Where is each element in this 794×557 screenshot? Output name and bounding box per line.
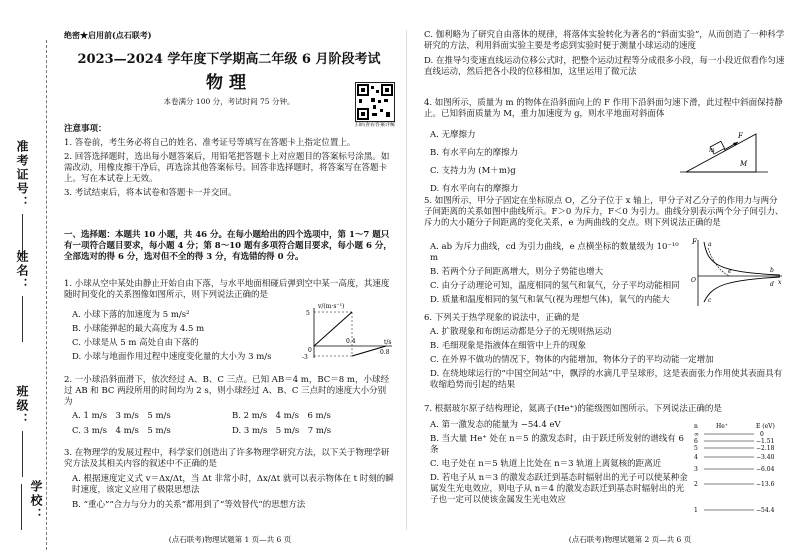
option-d[interactable]: D. 3 m/s 5 m/s 7 m/s xyxy=(232,426,332,436)
graph-ylabel: v/(m·s⁻¹) xyxy=(318,303,345,310)
velocity-time-graph xyxy=(300,302,396,360)
option-d[interactable]: D. 有水平向右的摩擦力 xyxy=(430,184,519,194)
level-row xyxy=(694,431,764,438)
level-row xyxy=(694,466,775,473)
fig-d-label: d xyxy=(770,281,774,288)
fig-a-label: a xyxy=(708,241,712,248)
option-d[interactable]: D. 在推导匀变速直线运动位移公式时，把整个运动过程等分成很多小段，每一小段近似看作匀速直线运动，然后把各小段的位移相加，这里运用了微元法 xyxy=(424,56,785,77)
question-3-options xyxy=(72,474,394,511)
notes-list xyxy=(64,138,394,199)
note-item: 2. 回答选择题时，选出每小题答案后，用铅笔把答题卡上对应题目的答案标号涂黑。如需改动，用橡皮擦干净后，再选涂其他答案标号。回答非选择题时，将答案写在答题卡上。写在本试卷上无效。 xyxy=(64,152,390,184)
option-d[interactable]: D. 在绕地球运行的“中国空间站”中，飘浮的水滴几乎呈球形，这是表面张力作用使其表面具有收缩趋势而引起的结果 xyxy=(430,369,783,390)
graph-y-top: 5 xyxy=(306,310,310,317)
question-2-stem: 2. 一小球沿斜面滑下，依次经过 A、B、C 三点。已知 AB＝4 m，BC＝8 m，小球经过 AB 和 BC 两段所用的时间均为 2 s，则小球经过 A、B、C 三点时的速度大小分别为 xyxy=(64,375,389,407)
graph-origin: 0 xyxy=(308,347,312,354)
question-4-options xyxy=(430,130,650,195)
fig-e-label: e xyxy=(728,268,732,275)
fig-o-label: O xyxy=(691,277,696,284)
svg-text:−2.18: −2.18 xyxy=(756,445,775,452)
svg-text:−1.51: −1.51 xyxy=(756,438,775,445)
footer-left: (点石联考)物理试题第 1 页—共 6 页 xyxy=(168,535,292,544)
option-c[interactable]: C. 电子处在 n＝5 轨道上比处在 n＝3 轨道上离氦核的距离近 xyxy=(430,459,662,469)
question-4-stem: 4. 如图所示，质量为 m 的物体在沿斜面向上的 F 作用下沿斜面匀速下滑，此过程中斜面保持静止。已知斜面质量为 M，重力加速度为 g，则水平地面对斜面体 xyxy=(424,98,783,119)
qr-code-icon[interactable] xyxy=(355,82,395,122)
binding-sidebar xyxy=(0,0,60,557)
option-d[interactable]: D. 小球与地面作用过程中速度变化量的大小为 3 m/s xyxy=(72,352,272,362)
option-b[interactable]: B. 小球能弹起的最大高度为 4.5 m xyxy=(72,324,205,334)
incline-figure xyxy=(676,122,772,176)
question-1-options xyxy=(72,310,312,363)
footer-right: (点石联考)物理试题第 2 页—共 6 页 xyxy=(568,535,692,544)
svg-text:−6.04: −6.04 xyxy=(756,466,775,473)
svg-text:−3.40: −3.40 xyxy=(756,454,775,461)
school-label xyxy=(14,480,45,557)
question-5-stem: 5. 如图所示，甲分子固定在坐标原点 O，乙分子位于 x 轴上，甲分子对乙分子的作用力与两分子间距离的关系如图中曲线所示。F＞0 为斥力，F＜0 为引力。曲线分别表示两个分子间引力、斥力的大小随分子间距离的变化关系，e 为两曲线的交点。则下列说法正确的是 xyxy=(424,196,784,228)
secret-label: 绝密★启用前(点石联考) xyxy=(64,30,152,40)
question-7-stem: 7. 根据玻尔原子结构理论，氦离子(He⁺)的能级图如图所示。下列说法正确的是 xyxy=(424,404,722,414)
level-row xyxy=(694,445,775,452)
fig-c-label: c xyxy=(708,297,712,304)
option-a[interactable]: A. 第一激发态的能量为 −54.4 eV xyxy=(430,420,561,430)
option-a[interactable]: A. ab 为斥力曲线，cd 为引力曲线，e 点横坐标的数量级为 10⁻¹⁰ m xyxy=(430,242,679,263)
question-5-options xyxy=(430,242,688,306)
exam-title: 2023—2024 学年度下学期高二年级 6 月阶段考试 xyxy=(77,52,381,67)
level-row xyxy=(694,481,775,488)
column-divider xyxy=(406,30,407,530)
svg-text:−54.4: −54.4 xyxy=(756,507,775,514)
option-a[interactable]: A. 小球下落的加速度为 5 m/s² xyxy=(72,310,190,320)
graph-xlabel: t/s xyxy=(384,339,392,346)
name-blank[interactable] xyxy=(22,296,23,342)
force-label: F xyxy=(738,132,743,140)
question-2-options xyxy=(72,411,392,437)
option-c[interactable]: C. 小球是从 5 m 高处自由下落的 xyxy=(72,338,199,348)
note-item: 3. 考试结束后，将本试卷和答题卡一并交回。 xyxy=(64,188,237,198)
svg-text:1: 1 xyxy=(694,507,698,514)
notes-heading: 注意事项： xyxy=(64,124,107,134)
levels-he-header: He⁺ xyxy=(716,423,728,430)
name-label xyxy=(14,250,31,342)
svg-text:∞: ∞ xyxy=(694,431,699,438)
qr-caption: 扫码查看答案详解 xyxy=(354,122,395,128)
option-c[interactable]: C. 由分子动理论可知，温度相同的氢气和氧气，分子平均动能相同 xyxy=(430,281,680,291)
option-a[interactable]: A. 根据速度定义式 v＝Δx/Δt，当 Δt 非常小时，Δx/Δt 就可以表示物体在 t 时刻的瞬时速度，该定义应用了极限思想法 xyxy=(72,474,394,495)
question-6-options xyxy=(430,327,786,391)
name-text: 姓名： xyxy=(15,250,29,292)
levels-e-header: E (eV) xyxy=(756,423,775,430)
fig-f-label: F xyxy=(692,238,697,246)
fig-b-label: b xyxy=(770,267,774,274)
class-text: 班级： xyxy=(15,385,29,427)
option-a[interactable]: A. 扩散现象和布朗运动都是分子的无规则热运动 xyxy=(430,327,612,337)
exam-id-label xyxy=(14,140,31,260)
level-row xyxy=(694,454,775,461)
svg-text:5: 5 xyxy=(694,445,698,452)
option-b[interactable]: B. 当大量 He⁺ 处在 n＝5 的激发态时，由于跃迁所发射的谱线有 6 条 xyxy=(430,434,684,455)
school-text: 学校： xyxy=(29,480,43,522)
option-a[interactable]: A. 1 m/s 3 m/s 5 m/s xyxy=(72,411,171,421)
option-b[interactable]: B. 2 m/s 4 m/s 6 m/s xyxy=(232,411,331,421)
option-c[interactable]: C. 在外界不做功的情况下，物体的内能增加，物体分子的平均动能一定增加 xyxy=(430,355,714,365)
note-item: 1. 答卷前，考生务必将自己的姓名、准考证号等填写在答题卡上指定位置上。 xyxy=(64,138,356,148)
option-b[interactable]: B. 若两个分子间距离增大，则分子势能也增大 xyxy=(430,267,604,277)
school-blank[interactable] xyxy=(21,484,22,530)
graph-x-end: 0.8 xyxy=(380,349,390,356)
svg-text:4: 4 xyxy=(694,454,698,461)
option-c[interactable]: C. 伽利略为了研究自由落体的规律，将落体实验转化为著名的“斜面实验”，从而创造了一种科学研究的方法，利用斜面实验主要是考虑到实验时便于测量小球运动的速度 xyxy=(424,30,785,51)
svg-text:3: 3 xyxy=(694,466,698,473)
levels-n-header: n xyxy=(694,423,698,430)
incline-label: M xyxy=(740,160,748,168)
svg-text:−13.6: −13.6 xyxy=(756,481,775,488)
option-b[interactable]: B. “重心”“合力与分力的关系”都用到了“等效替代”的思想方法 xyxy=(72,500,306,510)
exam-id-text: 准考证号： xyxy=(15,140,29,210)
energy-level-diagram xyxy=(690,420,786,520)
option-c[interactable]: C. 3 m/s 4 m/s 5 m/s xyxy=(72,426,171,436)
svg-text:0: 0 xyxy=(760,431,764,438)
option-b[interactable]: B. 有水平向左的摩擦力 xyxy=(430,148,519,158)
option-d[interactable]: D. 质量和温度相同的氢气和氧气(视为理想气体)，氧气的内能大 xyxy=(430,295,670,305)
question-3-stem: 3. 在物理学的发展过程中，科学家们创造出了许多物理学研究方法，以下关于物理学研究方法及其相关内容的叙述中不正确的是 xyxy=(64,448,390,469)
level-row xyxy=(694,438,774,445)
svg-text:6: 6 xyxy=(694,438,698,445)
graph-y-bottom: -3 xyxy=(302,354,308,360)
question-3-continued xyxy=(424,30,786,78)
section-heading: 一、选择题：本题共 10 小题，共 46 分。在每小题给出的四个选项中，第 1～7 题只有一项符合题目要求，每小题 4 分；第 8～10 题有多项符合题目要求，每小题 6 分，全部选对的得 6 分，选对但不全的得 3 分，有选错的得 0 分。 xyxy=(64,230,392,262)
class-label xyxy=(14,385,31,477)
fig-x-label: x xyxy=(778,279,782,286)
subject-title: 物理 xyxy=(206,73,252,93)
molecular-force-figure xyxy=(690,236,786,308)
option-c[interactable]: C. 支持力为 (M＋m)g xyxy=(430,166,516,176)
level-row xyxy=(694,507,775,514)
graph-x-mid: 0.4 xyxy=(346,338,356,345)
binding-line xyxy=(46,40,47,550)
question-6-stem: 6. 下列关于热学现象的说法中，正确的是 xyxy=(424,313,580,323)
svg-text:2: 2 xyxy=(694,481,698,488)
block-label: m xyxy=(709,147,715,154)
question-1-stem: 1. 小球从空中某处由静止开始自由下落，与水平地面相碰后弹到空中某一高度，其速度随时间变化的关系图像如图所示，则下列说法正确的是 xyxy=(64,279,390,300)
exam-meta: 本卷满分 100 分，考试时间 75 分钟。 xyxy=(163,97,295,106)
option-a[interactable]: A. 无摩擦力 xyxy=(430,130,476,140)
class-blank[interactable] xyxy=(22,431,23,477)
option-d[interactable]: D. 若电子从 n＝3 的激发态跃迁到基态时辐射出的光子可以使某种金属发生光电效应，则电子从 n＝4 的激发态跃迁到基态时辐射出的光子也一定可以使该金属发生光电效应 xyxy=(430,473,688,505)
question-7-options xyxy=(430,420,692,506)
option-b[interactable]: B. 毛细现象是指液体在细管中上升的现象 xyxy=(430,341,587,351)
